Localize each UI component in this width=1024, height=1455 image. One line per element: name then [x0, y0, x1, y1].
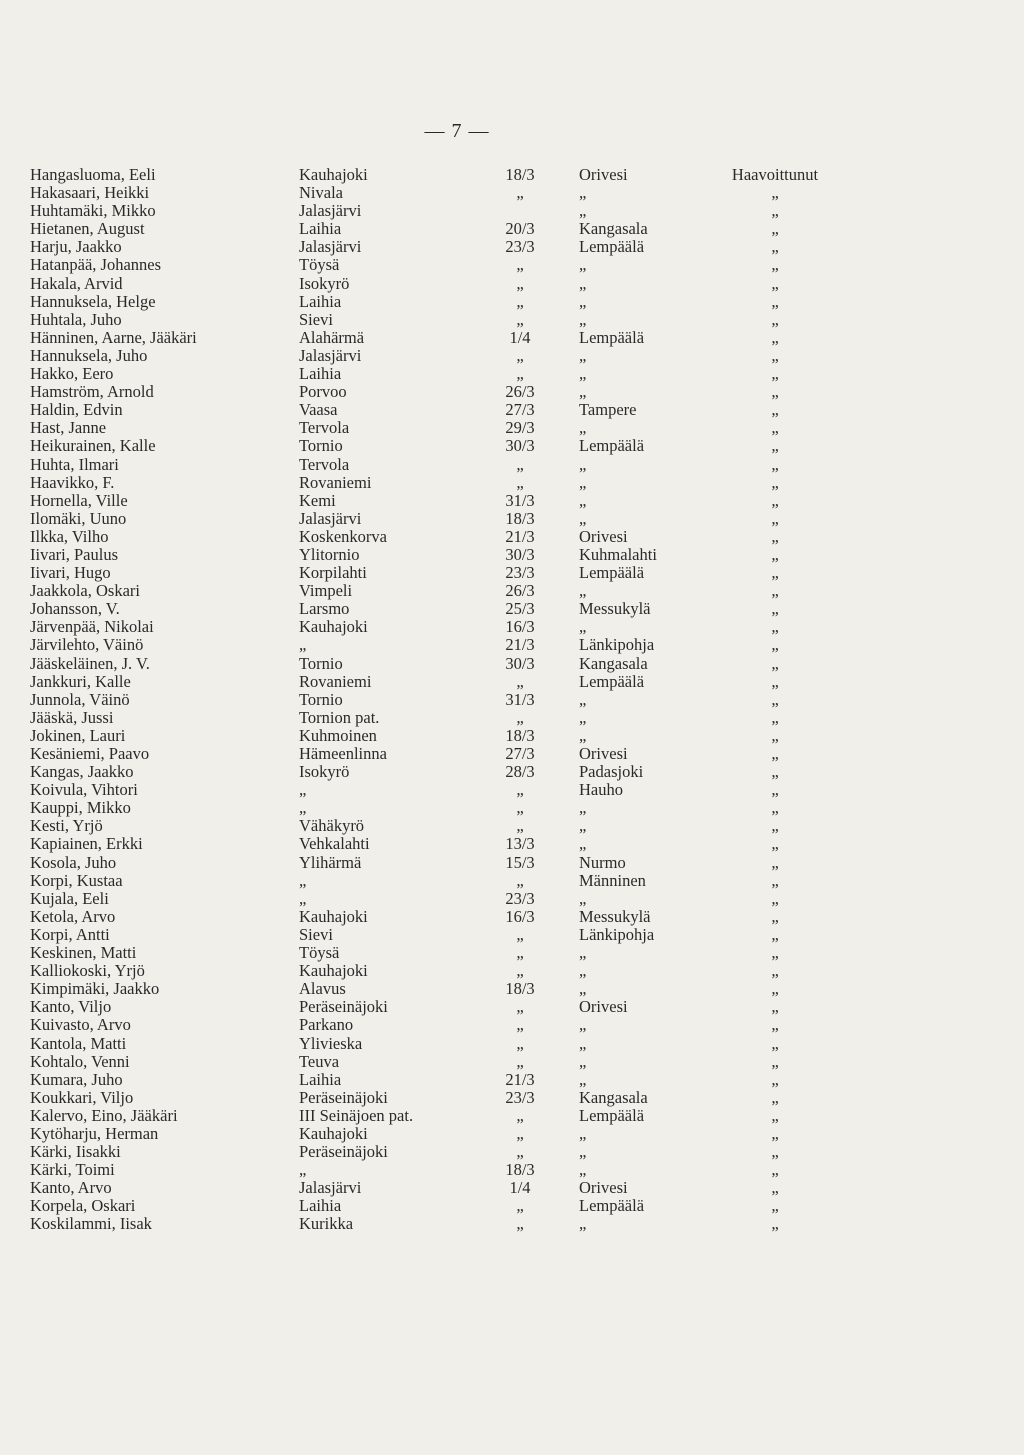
status-cell: „: [771, 418, 779, 438]
place-cell: Kauhajoki: [299, 961, 368, 981]
date-cell: 18/3: [505, 979, 535, 999]
name-cell: Hamström, Arnold: [30, 382, 154, 402]
place-cell: Laihia: [299, 291, 342, 311]
destination-cell: „: [579, 581, 587, 601]
status-cell: „: [771, 201, 779, 221]
date-cell: „: [516, 707, 524, 727]
name-cell: Jokinen, Lauri: [30, 725, 126, 745]
place-cell: Tornio: [299, 689, 343, 709]
name-cell: Keskinen, Matti: [30, 943, 137, 963]
place-cell: Ylivieska: [299, 1033, 363, 1053]
place-cell: Rovaniemi: [299, 472, 372, 492]
status-cell: „: [771, 526, 779, 546]
place-cell: Töysä: [299, 943, 340, 963]
name-cell: Kauppi, Mikko: [30, 798, 131, 818]
name-cell: Kesti, Yrjö: [30, 816, 103, 836]
name-cell: Kosola, Juho: [30, 852, 117, 872]
date-cell: 18/3: [505, 165, 535, 184]
date-cell: „: [516, 1214, 524, 1234]
status-cell: „: [771, 852, 779, 872]
destination-cell: Orivesi: [579, 526, 628, 546]
place-cell: „: [299, 1160, 307, 1180]
name-cell: Järvilehto, Väinö: [30, 635, 144, 655]
date-cell: 1/4: [509, 1178, 531, 1198]
date-cell: „: [516, 364, 524, 384]
name-cell: Huhta, Ilmari: [30, 454, 119, 474]
name-cell: Kesäniemi, Paavo: [30, 744, 150, 763]
name-cell: Kärki, Toimi: [30, 1160, 115, 1180]
destination-cell: „: [579, 291, 587, 311]
destination-cell: „: [579, 454, 587, 474]
place-cell: Tervola: [299, 418, 350, 438]
name-cell: Jankkuri, Kalle: [30, 671, 131, 691]
date-cell: 23/3: [505, 237, 535, 257]
place-cell: Peräseinäjoki: [299, 1142, 388, 1162]
status-cell: „: [771, 291, 779, 311]
name-cell: Kantola, Matti: [30, 1033, 127, 1053]
place-cell: Alavus: [299, 979, 346, 999]
place-cell: Tornion pat.: [299, 707, 380, 727]
status-cell: „: [771, 327, 779, 347]
place-cell: „: [299, 888, 307, 908]
name-cell: Iivari, Paulus: [30, 544, 118, 564]
status-cell: „: [771, 183, 779, 203]
place-cell: Hämeenlinna: [299, 744, 387, 763]
status-cell: „: [771, 1160, 779, 1180]
destination-cell: Länkipohja: [579, 635, 655, 655]
name-cell: Ketola, Arvo: [30, 906, 116, 926]
place-cell: Jalasjärvi: [299, 345, 362, 365]
place-cell: Kurikka: [299, 1214, 354, 1234]
place-cell: Rovaniemi: [299, 671, 372, 691]
date-cell: 20/3: [505, 219, 535, 239]
place-cell: III Seinäjoen pat.: [299, 1105, 414, 1125]
name-cell: Kanto, Arvo: [30, 1178, 112, 1198]
destination-cell: „: [579, 1160, 587, 1180]
name-cell: Hornella, Ville: [30, 490, 128, 510]
status-cell: „: [771, 1015, 779, 1035]
destination-cell: „: [579, 309, 587, 329]
status-cell: „: [771, 273, 779, 293]
name-cell: Hakasaari, Heikki: [30, 183, 150, 203]
place-cell: Kauhajoki: [299, 165, 368, 184]
destination-cell: Kangasala: [579, 653, 648, 673]
destination-cell: Tampere: [579, 400, 637, 420]
destination-cell: Hauho: [579, 780, 623, 800]
status-cell: „: [771, 870, 779, 890]
name-cell: Kuivasto, Arvo: [30, 1015, 131, 1035]
status-cell: „: [771, 1196, 779, 1216]
status-cell: Haavoittunut: [731, 165, 819, 184]
place-cell: Kauhajoki: [299, 906, 368, 926]
destination-cell: „: [579, 382, 587, 402]
status-cell: „: [771, 581, 779, 601]
place-cell: Vaasa: [299, 400, 338, 420]
status-cell: „: [771, 490, 779, 510]
destination-cell: Lempäälä: [579, 563, 645, 583]
place-cell: Laihia: [299, 219, 342, 239]
date-cell: 31/3: [505, 689, 535, 709]
name-cell: Hakala, Arvid: [30, 273, 123, 293]
status-cell: „: [771, 508, 779, 528]
status-cell: „: [771, 888, 779, 908]
place-cell: Laihia: [299, 1196, 342, 1216]
status-cell: „: [771, 599, 779, 619]
status-cell: „: [771, 1123, 779, 1143]
status-cell: „: [771, 544, 779, 564]
date-cell: „: [516, 816, 524, 836]
destination-cell: Kangasala: [579, 1087, 648, 1107]
date-cell: „: [516, 345, 524, 365]
name-cell: Jääskeläinen, J. V.: [30, 653, 150, 673]
destination-cell: Messukylä: [579, 599, 651, 619]
status-cell: „: [771, 997, 779, 1017]
place-cell: Kemi: [299, 490, 336, 510]
date-cell: 15/3: [505, 852, 535, 872]
name-cell: Kujala, Eeli: [30, 888, 109, 908]
date-cell: 29/3: [505, 418, 535, 438]
status-cell: „: [771, 364, 779, 384]
place-cell: Korpilahti: [299, 563, 367, 583]
destination-cell: „: [579, 418, 587, 438]
name-cell: Haavikko, F.: [30, 472, 115, 492]
date-cell: „: [516, 291, 524, 311]
name-cell: Kytöharju, Herman: [30, 1123, 159, 1143]
name-cell: Hannuksela, Juho: [30, 345, 148, 365]
place-cell: Koskenkorva: [299, 526, 387, 546]
destination-cell: Länkipohja: [579, 924, 655, 944]
status-cell: „: [771, 400, 779, 420]
date-cell: 23/3: [505, 888, 535, 908]
name-cell: Johansson, V.: [30, 599, 120, 619]
place-cell: „: [299, 780, 307, 800]
destination-cell: „: [579, 961, 587, 981]
destination-cell: Männinen: [579, 870, 646, 890]
date-cell: 23/3: [505, 1087, 535, 1107]
destination-cell: Lempäälä: [579, 1105, 645, 1125]
status-cell: „: [771, 1105, 779, 1125]
date-cell: „: [516, 1142, 524, 1162]
destination-cell: Lempäälä: [579, 237, 645, 257]
status-cell: „: [771, 961, 779, 981]
date-cell: „: [516, 924, 524, 944]
status-cell: „: [771, 725, 779, 745]
place-cell: Parkano: [299, 1015, 354, 1035]
status-cell: „: [771, 780, 779, 800]
place-cell: Vehkalahti: [299, 834, 370, 854]
place-cell: Tornio: [299, 653, 343, 673]
place-cell: Porvoo: [299, 382, 347, 402]
name-cell: Harju, Jaakko: [30, 237, 122, 257]
destination-cell: „: [579, 472, 587, 492]
destination-cell: „: [579, 1142, 587, 1162]
name-cell: Haldin, Edvin: [30, 400, 123, 420]
date-cell: „: [516, 454, 524, 474]
destination-cell: „: [579, 345, 587, 365]
destination-cell: „: [579, 1123, 587, 1143]
status-cell: „: [771, 617, 779, 637]
destination-cell: „: [579, 183, 587, 203]
destination-cell: Lempäälä: [579, 671, 645, 691]
destination-cell: Kangasala: [579, 219, 648, 239]
name-cell: Hietanen, August: [30, 219, 145, 239]
date-cell: 26/3: [505, 382, 535, 402]
destination-cell: „: [579, 255, 587, 275]
place-cell: Jalasjärvi: [299, 201, 362, 221]
destination-cell: „: [579, 725, 587, 745]
status-cell: „: [771, 798, 779, 818]
status-cell: „: [771, 1033, 779, 1053]
date-cell: „: [516, 997, 524, 1017]
name-cell: Jääskä, Jussi: [30, 707, 114, 727]
status-cell: „: [771, 1142, 779, 1162]
name-cell: Hakko, Eero: [30, 364, 114, 384]
status-cell: „: [771, 1214, 779, 1234]
date-cell: „: [516, 273, 524, 293]
status-cell: „: [771, 382, 779, 402]
place-cell: Kauhajoki: [299, 1123, 368, 1143]
place-cell: Sievi: [299, 924, 333, 944]
destination-cell: „: [579, 508, 587, 528]
date-cell: 30/3: [505, 436, 535, 456]
date-cell: „: [516, 1105, 524, 1125]
date-cell: „: [516, 870, 524, 890]
place-cell: Ylitornio: [299, 544, 360, 564]
place-cell: Sievi: [299, 309, 333, 329]
name-cell: Kärki, Iisakki: [30, 1142, 121, 1162]
destination-cell: „: [579, 1069, 587, 1089]
name-cell: Koivula, Vihtori: [30, 780, 138, 800]
destination-cell: „: [579, 979, 587, 999]
date-cell: „: [516, 1051, 524, 1071]
status-cell: „: [771, 635, 779, 655]
status-cell: „: [771, 689, 779, 709]
destination-cell: „: [579, 943, 587, 963]
name-cell: Korpi, Kustaa: [30, 870, 123, 890]
status-cell: „: [771, 834, 779, 854]
status-cell: „: [771, 671, 779, 691]
name-cell: Jaakkola, Oskari: [30, 581, 140, 601]
status-cell: „: [771, 707, 779, 727]
name-cell: Ilkka, Vilho: [30, 526, 109, 546]
status-cell: „: [771, 219, 779, 239]
status-cell: „: [771, 816, 779, 836]
place-cell: Laihia: [299, 1069, 342, 1089]
name-cell: Korpi, Antti: [30, 924, 110, 944]
name-cell: Järvenpää, Nikolai: [30, 617, 154, 637]
status-cell: „: [771, 1069, 779, 1089]
date-cell: „: [516, 1196, 524, 1216]
status-cell: „: [771, 345, 779, 365]
status-cell: „: [771, 237, 779, 257]
place-cell: Nivala: [299, 183, 343, 203]
date-cell: 25/3: [505, 599, 535, 619]
name-cell: Kalliokoski, Yrjö: [30, 961, 145, 981]
destination-cell: „: [579, 888, 587, 908]
name-cell: Heikurainen, Kalle: [30, 436, 156, 456]
name-cell: Kanto, Viljo: [30, 997, 112, 1017]
date-cell: 21/3: [505, 1069, 535, 1089]
place-cell: Isokyrö: [299, 762, 350, 782]
date-cell: 16/3: [505, 617, 535, 637]
date-cell: 26/3: [505, 581, 535, 601]
destination-cell: „: [579, 1051, 587, 1071]
name-cell: Kimpimäki, Jaakko: [30, 979, 160, 999]
date-cell: „: [516, 798, 524, 818]
name-cell: Kangas, Jaakko: [30, 762, 134, 782]
status-cell: „: [771, 924, 779, 944]
date-cell: 28/3: [505, 762, 535, 782]
date-cell: 27/3: [505, 744, 535, 763]
name-cell: Koukkari, Viljo: [30, 1087, 134, 1107]
destination-cell: „: [579, 201, 587, 221]
place-cell: Vähäkyrö: [299, 816, 365, 836]
name-cell: Junnola, Väinö: [30, 689, 130, 709]
status-cell: „: [771, 653, 779, 673]
place-cell: Vimpeli: [299, 581, 353, 601]
destination-cell: „: [579, 364, 587, 384]
status-cell: „: [771, 1087, 779, 1107]
destination-cell: Orivesi: [579, 744, 628, 763]
place-cell: Ylihärmä: [299, 852, 362, 872]
status-cell: „: [771, 1051, 779, 1071]
date-cell: 31/3: [505, 490, 535, 510]
destination-cell: Orivesi: [579, 997, 628, 1017]
status-cell: „: [771, 744, 779, 763]
status-cell: „: [771, 943, 779, 963]
date-cell: 16/3: [505, 906, 535, 926]
name-cell: Ilomäki, Uuno: [30, 508, 127, 528]
status-cell: „: [771, 454, 779, 474]
date-cell: 23/3: [505, 563, 535, 583]
name-cell: Koskilammi, Iisak: [30, 1214, 152, 1234]
name-cell: Hast, Janne: [30, 418, 107, 438]
place-cell: Jalasjärvi: [299, 508, 362, 528]
place-cell: Laihia: [299, 364, 342, 384]
destination-cell: Nurmo: [579, 852, 626, 872]
status-cell: „: [771, 979, 779, 999]
date-cell: „: [516, 309, 524, 329]
date-cell: „: [516, 961, 524, 981]
destination-cell: „: [579, 798, 587, 818]
date-cell: „: [516, 780, 524, 800]
name-cell: Kumara, Juho: [30, 1069, 123, 1089]
name-cell: Kohtalo, Venni: [30, 1051, 130, 1071]
name-cell: Hänninen, Aarne, Jääkäri: [30, 327, 197, 347]
date-cell: „: [516, 255, 524, 275]
place-cell: Kuhmoinen: [299, 725, 377, 745]
place-cell: Tervola: [299, 454, 350, 474]
date-cell: 18/3: [505, 1160, 535, 1180]
place-cell: Kauhajoki: [299, 617, 368, 637]
status-cell: „: [771, 906, 779, 926]
name-cell: Korpela, Oskari: [30, 1196, 136, 1216]
date-cell: 27/3: [505, 400, 535, 420]
date-cell: „: [516, 1033, 524, 1053]
place-cell: Peräseinäjoki: [299, 1087, 388, 1107]
destination-cell: „: [579, 273, 587, 293]
date-cell: „: [516, 1015, 524, 1035]
place-cell: „: [299, 635, 307, 655]
date-cell: 21/3: [505, 635, 535, 655]
name-cell: Kapiainen, Erkki: [30, 834, 143, 854]
destination-cell: Padasjoki: [579, 762, 644, 782]
destination-cell: „: [579, 617, 587, 637]
place-cell: Tornio: [299, 436, 343, 456]
name-cell: Huhtala, Juho: [30, 309, 122, 329]
date-cell: 13/3: [505, 834, 535, 854]
date-cell: „: [516, 1123, 524, 1143]
status-cell: „: [771, 436, 779, 456]
name-cell: Huhtamäki, Mikko: [30, 201, 156, 221]
destination-cell: Lempäälä: [579, 436, 645, 456]
date-cell: 18/3: [505, 508, 535, 528]
destination-cell: „: [579, 1033, 587, 1053]
destination-cell: „: [579, 816, 587, 836]
destination-cell: „: [579, 1214, 587, 1234]
date-cell: „: [516, 183, 524, 203]
destination-cell: Orivesi: [579, 165, 628, 184]
destination-cell: „: [579, 490, 587, 510]
date-cell: 1/4: [509, 327, 531, 347]
place-cell: Jalasjärvi: [299, 1178, 362, 1198]
name-cell: Hatanpää, Johannes: [30, 255, 162, 275]
status-cell: „: [771, 563, 779, 583]
name-cell: Hangasluoma, Eeli: [30, 165, 156, 184]
destination-cell: Lempäälä: [579, 327, 645, 347]
destination-cell: Orivesi: [579, 1178, 628, 1198]
place-cell: Peräseinäjoki: [299, 997, 388, 1017]
destination-cell: „: [579, 689, 587, 709]
place-cell: Larsmo: [299, 599, 350, 619]
destination-cell: „: [579, 834, 587, 854]
date-cell: 18/3: [505, 725, 535, 745]
destination-cell: „: [579, 707, 587, 727]
place-cell: Jalasjärvi: [299, 237, 362, 257]
date-cell: „: [516, 671, 524, 691]
place-cell: Töysä: [299, 255, 340, 275]
destination-cell: „: [579, 1015, 587, 1035]
status-cell: „: [771, 309, 779, 329]
name-cell: Iivari, Hugo: [30, 563, 111, 583]
name-cell: Hannuksela, Helge: [30, 291, 156, 311]
status-cell: „: [771, 762, 779, 782]
place-cell: „: [299, 870, 307, 890]
status-cell: „: [771, 472, 779, 492]
date-cell: „: [516, 472, 524, 492]
date-cell: 30/3: [505, 544, 535, 564]
destination-cell: Lempäälä: [579, 1196, 645, 1216]
date-cell: 30/3: [505, 653, 535, 673]
destination-cell: Messukylä: [579, 906, 651, 926]
place-cell: Teuva: [299, 1051, 340, 1071]
status-cell: „: [771, 1178, 779, 1198]
destination-cell: Kuhmalahti: [579, 544, 657, 564]
place-cell: Isokyrö: [299, 273, 350, 293]
name-cell: Kalervo, Eino, Jääkäri: [30, 1105, 178, 1125]
page-number: — 7 —: [424, 120, 490, 142]
place-cell: „: [299, 798, 307, 818]
place-cell: Alahärmä: [299, 327, 365, 347]
date-cell: 21/3: [505, 526, 535, 546]
status-cell: „: [771, 255, 779, 275]
date-cell: „: [516, 943, 524, 963]
